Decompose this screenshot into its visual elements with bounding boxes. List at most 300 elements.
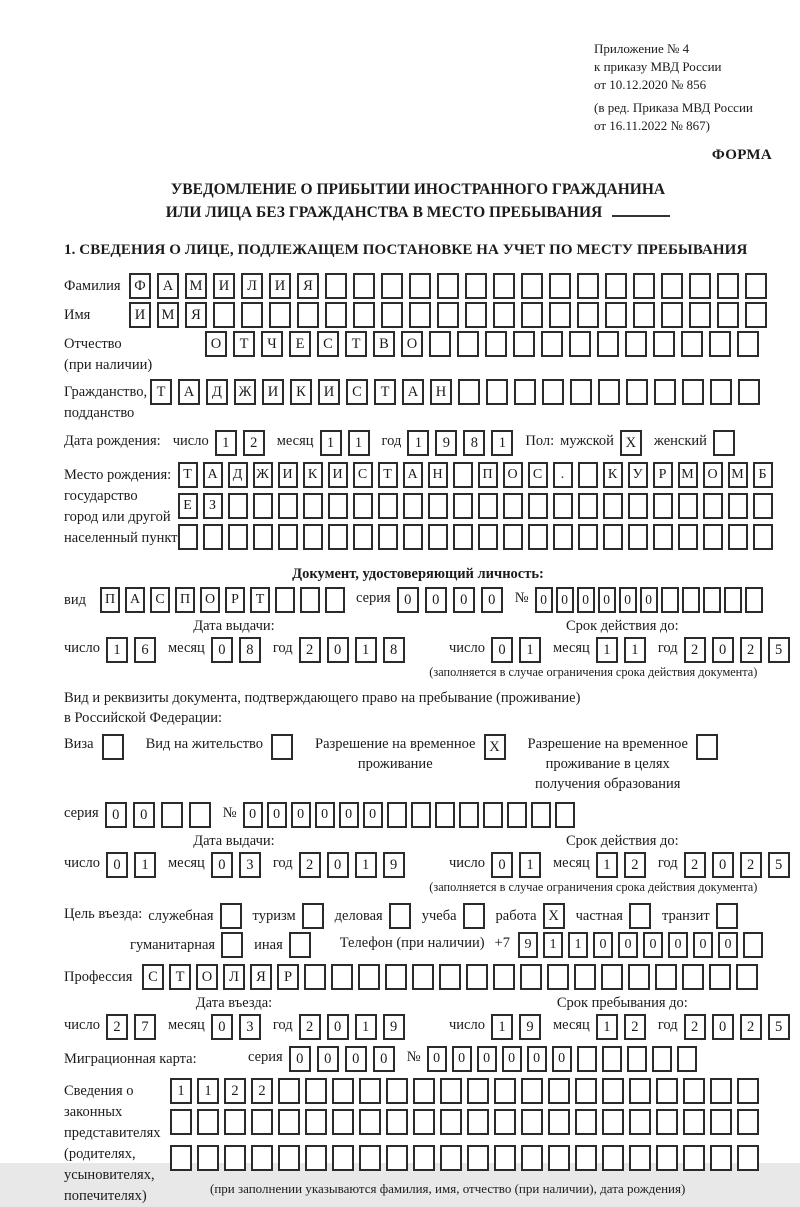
- char-box[interactable]: П: [478, 462, 498, 488]
- char-box[interactable]: Д: [228, 462, 248, 488]
- char-box[interactable]: 0: [693, 932, 713, 958]
- char-box[interactable]: [332, 1109, 354, 1135]
- char-box[interactable]: С: [528, 462, 548, 488]
- char-box[interactable]: [386, 1109, 408, 1135]
- char-box[interactable]: [359, 1078, 381, 1104]
- char-box[interactable]: А: [403, 462, 423, 488]
- char-box[interactable]: [528, 524, 548, 550]
- char-box[interactable]: М: [678, 462, 698, 488]
- char-box[interactable]: [661, 273, 683, 299]
- char-box[interactable]: [710, 379, 732, 405]
- char-box[interactable]: X: [484, 734, 506, 760]
- char-box[interactable]: [717, 273, 739, 299]
- char-box[interactable]: 1: [134, 852, 156, 878]
- char-box[interactable]: О: [401, 331, 423, 357]
- char-box[interactable]: 0: [291, 802, 311, 828]
- char-box[interactable]: [305, 1145, 327, 1171]
- char-box[interactable]: [737, 331, 759, 357]
- char-box[interactable]: [745, 302, 767, 328]
- char-box[interactable]: [575, 1078, 597, 1104]
- char-box[interactable]: [728, 493, 748, 519]
- char-box[interactable]: Е: [178, 493, 198, 519]
- char-box[interactable]: [683, 1145, 705, 1171]
- char-box[interactable]: [413, 1145, 435, 1171]
- char-box[interactable]: 3: [239, 852, 261, 878]
- char-box[interactable]: Р: [225, 587, 245, 613]
- char-box[interactable]: Т: [374, 379, 396, 405]
- char-box[interactable]: [724, 587, 742, 613]
- char-box[interactable]: 0: [345, 1046, 367, 1072]
- char-box[interactable]: [654, 379, 676, 405]
- char-box[interactable]: 7: [134, 1014, 156, 1040]
- char-box[interactable]: [440, 1145, 462, 1171]
- char-box[interactable]: [269, 302, 291, 328]
- char-box[interactable]: [435, 802, 455, 828]
- char-box[interactable]: О: [703, 462, 723, 488]
- char-box[interactable]: 2: [684, 852, 706, 878]
- char-box[interactable]: А: [157, 273, 179, 299]
- char-box[interactable]: [494, 1109, 516, 1135]
- char-box[interactable]: [753, 524, 773, 550]
- char-box[interactable]: [542, 379, 564, 405]
- char-box[interactable]: [304, 964, 326, 990]
- char-box[interactable]: [521, 302, 543, 328]
- char-box[interactable]: [328, 524, 348, 550]
- char-box[interactable]: 0: [105, 802, 127, 828]
- char-box[interactable]: [633, 302, 655, 328]
- char-box[interactable]: В: [373, 331, 395, 357]
- char-box[interactable]: [278, 1078, 300, 1104]
- char-box[interactable]: [577, 302, 599, 328]
- char-box[interactable]: 0: [643, 932, 663, 958]
- char-box[interactable]: [629, 1145, 651, 1171]
- char-box[interactable]: [428, 524, 448, 550]
- char-box[interactable]: 1: [596, 1014, 618, 1040]
- char-box[interactable]: 0: [535, 587, 553, 613]
- char-box[interactable]: 0: [133, 802, 155, 828]
- char-box[interactable]: [578, 462, 598, 488]
- char-box[interactable]: [575, 1145, 597, 1171]
- char-box[interactable]: У: [628, 462, 648, 488]
- char-box[interactable]: [737, 1145, 759, 1171]
- char-box[interactable]: 0: [552, 1046, 572, 1072]
- char-box[interactable]: М: [728, 462, 748, 488]
- char-box[interactable]: [332, 1078, 354, 1104]
- char-box[interactable]: [628, 493, 648, 519]
- char-box[interactable]: [682, 964, 704, 990]
- char-box[interactable]: [381, 302, 403, 328]
- char-box[interactable]: И: [328, 462, 348, 488]
- char-box[interactable]: [710, 1145, 732, 1171]
- char-box[interactable]: [737, 1078, 759, 1104]
- char-box[interactable]: 0: [556, 587, 574, 613]
- char-box[interactable]: [653, 493, 673, 519]
- char-box[interactable]: 0: [668, 932, 688, 958]
- char-box[interactable]: [743, 932, 763, 958]
- char-box[interactable]: [486, 379, 508, 405]
- char-box[interactable]: [628, 524, 648, 550]
- char-box[interactable]: 1: [519, 852, 541, 878]
- char-box[interactable]: К: [603, 462, 623, 488]
- char-box[interactable]: Т: [345, 331, 367, 357]
- char-box[interactable]: 1: [407, 430, 429, 456]
- char-box[interactable]: 1: [519, 637, 541, 663]
- char-box[interactable]: Т: [169, 964, 191, 990]
- char-box[interactable]: 1: [624, 637, 646, 663]
- char-box[interactable]: [678, 493, 698, 519]
- char-box[interactable]: 0: [452, 1046, 472, 1072]
- char-box[interactable]: [709, 964, 731, 990]
- char-box[interactable]: [467, 1109, 489, 1135]
- char-box[interactable]: [597, 331, 619, 357]
- char-box[interactable]: [228, 493, 248, 519]
- char-box[interactable]: [275, 587, 295, 613]
- char-box[interactable]: 1: [355, 852, 377, 878]
- char-box[interactable]: [485, 331, 507, 357]
- char-box[interactable]: [661, 587, 679, 613]
- char-box[interactable]: 8: [239, 637, 261, 663]
- char-box[interactable]: [328, 493, 348, 519]
- char-box[interactable]: 0: [491, 637, 513, 663]
- char-box[interactable]: [303, 524, 323, 550]
- char-box[interactable]: [626, 379, 648, 405]
- char-box[interactable]: 0: [327, 637, 349, 663]
- char-box[interactable]: [359, 1145, 381, 1171]
- char-box[interactable]: [653, 331, 675, 357]
- char-box[interactable]: И: [213, 273, 235, 299]
- char-box[interactable]: 3: [239, 1014, 261, 1040]
- char-box[interactable]: Д: [206, 379, 228, 405]
- char-box[interactable]: [305, 1109, 327, 1135]
- char-box[interactable]: Ж: [234, 379, 256, 405]
- char-box[interactable]: Р: [653, 462, 673, 488]
- char-box[interactable]: [681, 331, 703, 357]
- char-box[interactable]: [678, 524, 698, 550]
- char-box[interactable]: [465, 273, 487, 299]
- char-box[interactable]: 2: [224, 1078, 246, 1104]
- char-box[interactable]: [289, 932, 311, 958]
- char-box[interactable]: 0: [718, 932, 738, 958]
- char-box[interactable]: [736, 964, 758, 990]
- char-box[interactable]: М: [157, 302, 179, 328]
- char-box[interactable]: Ф: [129, 273, 151, 299]
- char-box[interactable]: [569, 331, 591, 357]
- char-box[interactable]: М: [185, 273, 207, 299]
- char-box[interactable]: 2: [740, 637, 762, 663]
- char-box[interactable]: [467, 1145, 489, 1171]
- char-box[interactable]: [494, 1078, 516, 1104]
- char-box[interactable]: [656, 1145, 678, 1171]
- char-box[interactable]: [253, 493, 273, 519]
- char-box[interactable]: 1: [543, 932, 563, 958]
- char-box[interactable]: [521, 1109, 543, 1135]
- char-box[interactable]: [728, 524, 748, 550]
- char-box[interactable]: X: [543, 903, 565, 929]
- char-box[interactable]: 2: [299, 1014, 321, 1040]
- char-box[interactable]: Н: [430, 379, 452, 405]
- char-box[interactable]: [629, 1078, 651, 1104]
- char-box[interactable]: [325, 302, 347, 328]
- char-box[interactable]: [459, 802, 479, 828]
- char-box[interactable]: [224, 1145, 246, 1171]
- char-box[interactable]: И: [129, 302, 151, 328]
- char-box[interactable]: [203, 524, 223, 550]
- char-box[interactable]: [689, 302, 711, 328]
- char-box[interactable]: [577, 273, 599, 299]
- char-box[interactable]: [683, 1078, 705, 1104]
- char-box[interactable]: [625, 331, 647, 357]
- char-box[interactable]: Я: [250, 964, 272, 990]
- char-box[interactable]: А: [125, 587, 145, 613]
- char-box[interactable]: [353, 493, 373, 519]
- char-box[interactable]: [713, 430, 735, 456]
- char-box[interactable]: З: [203, 493, 223, 519]
- char-box[interactable]: 8: [463, 430, 485, 456]
- char-box[interactable]: [633, 273, 655, 299]
- char-box[interactable]: [170, 1109, 192, 1135]
- char-box[interactable]: 2: [624, 1014, 646, 1040]
- char-box[interactable]: О: [196, 964, 218, 990]
- char-box[interactable]: [409, 273, 431, 299]
- char-box[interactable]: 0: [577, 587, 595, 613]
- char-box[interactable]: [548, 1078, 570, 1104]
- char-box[interactable]: [601, 964, 623, 990]
- char-box[interactable]: 1: [568, 932, 588, 958]
- char-box[interactable]: [629, 903, 651, 929]
- char-box[interactable]: [541, 331, 563, 357]
- char-box[interactable]: 0: [619, 587, 637, 613]
- char-box[interactable]: П: [175, 587, 195, 613]
- char-box[interactable]: 0: [339, 802, 359, 828]
- char-box[interactable]: [494, 1145, 516, 1171]
- char-box[interactable]: 0: [712, 852, 734, 878]
- char-box[interactable]: [696, 734, 718, 760]
- char-box[interactable]: [386, 1145, 408, 1171]
- char-box[interactable]: 0: [481, 587, 503, 613]
- char-box[interactable]: [570, 379, 592, 405]
- char-box[interactable]: [440, 1109, 462, 1135]
- char-box[interactable]: [528, 493, 548, 519]
- char-box[interactable]: К: [290, 379, 312, 405]
- char-box[interactable]: [605, 302, 627, 328]
- char-box[interactable]: 2: [299, 637, 321, 663]
- char-box[interactable]: 0: [477, 1046, 497, 1072]
- char-box[interactable]: [220, 903, 242, 929]
- char-box[interactable]: [224, 1109, 246, 1135]
- char-box[interactable]: [478, 524, 498, 550]
- char-box[interactable]: [478, 493, 498, 519]
- char-box[interactable]: [428, 493, 448, 519]
- char-box[interactable]: Т: [250, 587, 270, 613]
- char-box[interactable]: [627, 1046, 647, 1072]
- char-box[interactable]: [709, 331, 731, 357]
- char-box[interactable]: [710, 1109, 732, 1135]
- char-box[interactable]: [358, 964, 380, 990]
- char-box[interactable]: [161, 802, 183, 828]
- char-box[interactable]: Л: [223, 964, 245, 990]
- char-box[interactable]: [300, 587, 320, 613]
- char-box[interactable]: 1: [491, 1014, 513, 1040]
- char-box[interactable]: [332, 1145, 354, 1171]
- char-box[interactable]: 2: [251, 1078, 273, 1104]
- char-box[interactable]: [413, 1078, 435, 1104]
- char-box[interactable]: С: [346, 379, 368, 405]
- char-box[interactable]: [413, 1109, 435, 1135]
- char-box[interactable]: 2: [624, 852, 646, 878]
- char-box[interactable]: [228, 524, 248, 550]
- char-box[interactable]: [737, 1109, 759, 1135]
- char-box[interactable]: 9: [383, 852, 405, 878]
- char-box[interactable]: [677, 1046, 697, 1072]
- char-box[interactable]: 1: [596, 852, 618, 878]
- char-box[interactable]: [378, 524, 398, 550]
- char-box[interactable]: [493, 302, 515, 328]
- char-box[interactable]: [553, 524, 573, 550]
- char-box[interactable]: 8: [383, 637, 405, 663]
- char-box[interactable]: С: [317, 331, 339, 357]
- char-box[interactable]: 9: [518, 932, 538, 958]
- char-box[interactable]: О: [200, 587, 220, 613]
- char-box[interactable]: [453, 462, 473, 488]
- char-box[interactable]: [521, 1078, 543, 1104]
- char-box[interactable]: [389, 903, 411, 929]
- char-box[interactable]: [753, 493, 773, 519]
- char-box[interactable]: 1: [320, 430, 342, 456]
- char-box[interactable]: 0: [502, 1046, 522, 1072]
- char-box[interactable]: [197, 1109, 219, 1135]
- char-box[interactable]: [514, 379, 536, 405]
- char-box[interactable]: [578, 524, 598, 550]
- char-box[interactable]: 2: [299, 852, 321, 878]
- char-box[interactable]: Ч: [261, 331, 283, 357]
- char-box[interactable]: [655, 964, 677, 990]
- char-box[interactable]: Т: [178, 462, 198, 488]
- char-box[interactable]: Т: [150, 379, 172, 405]
- char-box[interactable]: Е: [289, 331, 311, 357]
- char-box[interactable]: [603, 524, 623, 550]
- char-box[interactable]: [603, 493, 623, 519]
- char-box[interactable]: 0: [317, 1046, 339, 1072]
- char-box[interactable]: Р: [277, 964, 299, 990]
- char-box[interactable]: [520, 964, 542, 990]
- char-box[interactable]: 0: [243, 802, 263, 828]
- char-box[interactable]: 0: [289, 1046, 311, 1072]
- char-box[interactable]: [353, 302, 375, 328]
- char-box[interactable]: [547, 964, 569, 990]
- char-box[interactable]: [745, 273, 767, 299]
- char-box[interactable]: [578, 493, 598, 519]
- char-box[interactable]: 1: [215, 430, 237, 456]
- char-box[interactable]: 0: [618, 932, 638, 958]
- char-box[interactable]: [507, 802, 527, 828]
- char-box[interactable]: [458, 379, 480, 405]
- char-box[interactable]: [574, 964, 596, 990]
- char-box[interactable]: [429, 331, 451, 357]
- char-box[interactable]: [453, 524, 473, 550]
- char-box[interactable]: [629, 1109, 651, 1135]
- char-box[interactable]: 1: [355, 1014, 377, 1040]
- char-box[interactable]: 0: [712, 637, 734, 663]
- char-box[interactable]: [575, 1109, 597, 1135]
- char-box[interactable]: А: [203, 462, 223, 488]
- char-box[interactable]: [483, 802, 503, 828]
- char-box[interactable]: 9: [435, 430, 457, 456]
- char-box[interactable]: [598, 379, 620, 405]
- char-box[interactable]: 0: [712, 1014, 734, 1040]
- char-box[interactable]: 2: [684, 637, 706, 663]
- char-box[interactable]: 5: [768, 637, 790, 663]
- char-box[interactable]: 0: [327, 1014, 349, 1040]
- char-box[interactable]: [325, 587, 345, 613]
- char-box[interactable]: 0: [363, 802, 383, 828]
- char-box[interactable]: [251, 1109, 273, 1135]
- char-box[interactable]: [305, 1078, 327, 1104]
- char-box[interactable]: [253, 524, 273, 550]
- char-box[interactable]: [555, 802, 575, 828]
- char-box[interactable]: [325, 273, 347, 299]
- char-box[interactable]: [386, 1078, 408, 1104]
- char-box[interactable]: [703, 493, 723, 519]
- char-box[interactable]: [467, 1078, 489, 1104]
- char-box[interactable]: [403, 493, 423, 519]
- char-box[interactable]: 0: [593, 932, 613, 958]
- char-box[interactable]: П: [100, 587, 120, 613]
- char-box[interactable]: [359, 1109, 381, 1135]
- char-box[interactable]: [178, 524, 198, 550]
- char-box[interactable]: [703, 524, 723, 550]
- char-box[interactable]: [577, 1046, 597, 1072]
- char-box[interactable]: [297, 302, 319, 328]
- char-box[interactable]: [549, 302, 571, 328]
- char-box[interactable]: 0: [427, 1046, 447, 1072]
- char-box[interactable]: [548, 1109, 570, 1135]
- char-box[interactable]: С: [150, 587, 170, 613]
- char-box[interactable]: 0: [211, 1014, 233, 1040]
- char-box[interactable]: А: [402, 379, 424, 405]
- char-box[interactable]: [437, 273, 459, 299]
- char-box[interactable]: И: [318, 379, 340, 405]
- char-box[interactable]: [278, 1145, 300, 1171]
- char-box[interactable]: [440, 1078, 462, 1104]
- char-box[interactable]: 6: [134, 637, 156, 663]
- char-box[interactable]: [221, 932, 243, 958]
- char-box[interactable]: С: [353, 462, 373, 488]
- char-box[interactable]: 5: [768, 852, 790, 878]
- char-box[interactable]: 1: [355, 637, 377, 663]
- char-box[interactable]: 0: [453, 587, 475, 613]
- char-box[interactable]: 2: [684, 1014, 706, 1040]
- char-box[interactable]: Ж: [253, 462, 273, 488]
- char-box[interactable]: 2: [106, 1014, 128, 1040]
- char-box[interactable]: А: [178, 379, 200, 405]
- char-box[interactable]: [652, 1046, 672, 1072]
- char-box[interactable]: [251, 1145, 273, 1171]
- char-box[interactable]: 0: [425, 587, 447, 613]
- char-box[interactable]: 0: [598, 587, 616, 613]
- char-box[interactable]: [412, 964, 434, 990]
- char-box[interactable]: [503, 493, 523, 519]
- char-box[interactable]: 1: [491, 430, 513, 456]
- char-box[interactable]: [503, 524, 523, 550]
- char-box[interactable]: 9: [519, 1014, 541, 1040]
- char-box[interactable]: С: [142, 964, 164, 990]
- char-box[interactable]: [278, 493, 298, 519]
- char-box[interactable]: 0: [211, 852, 233, 878]
- char-box[interactable]: [303, 493, 323, 519]
- char-box[interactable]: 2: [740, 852, 762, 878]
- char-box[interactable]: [656, 1109, 678, 1135]
- char-box[interactable]: 1: [596, 637, 618, 663]
